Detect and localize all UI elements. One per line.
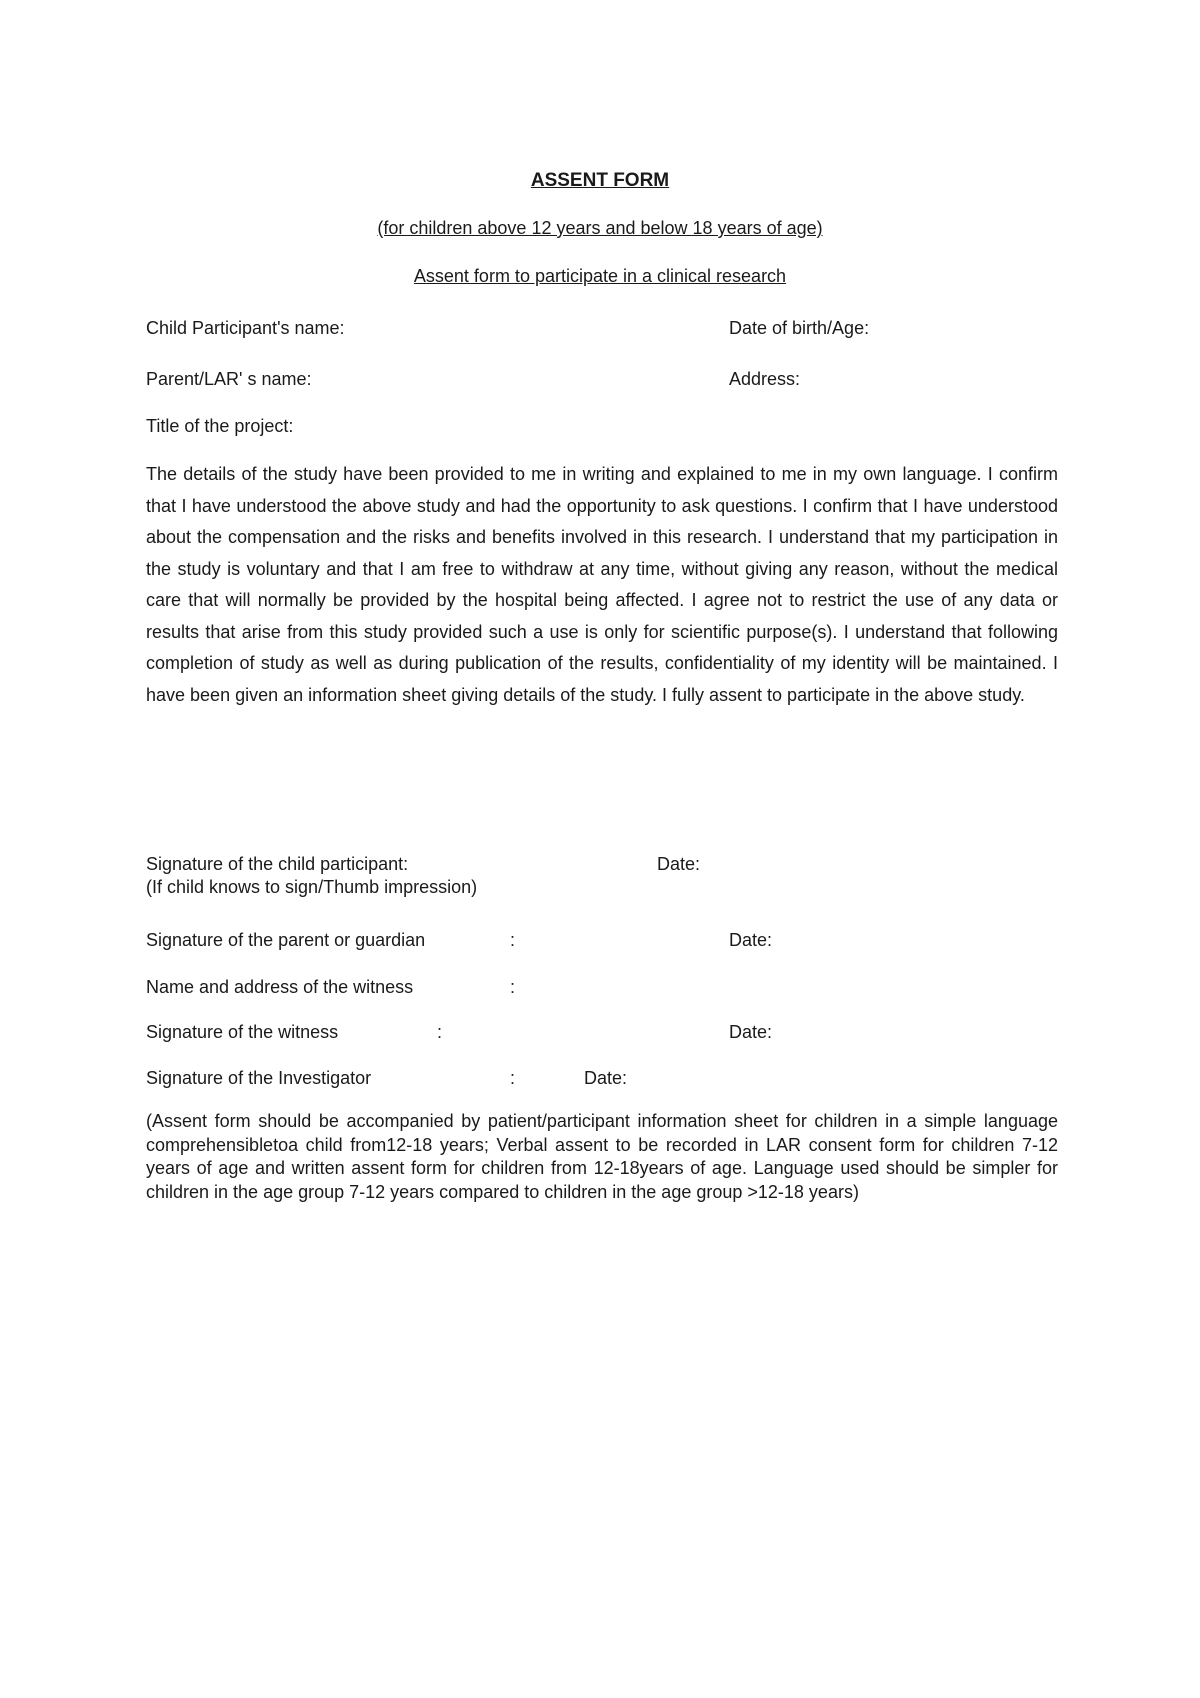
investigator-signature-date: Date: [584, 1068, 628, 1088]
child-name-label: Child Participant's name: [146, 318, 345, 338]
child-signature-label: Signature of the child participant: [146, 854, 409, 874]
assent-note: (Assent form should be accompanied by patient/participant information sheet for children in a simple language comprehensibletoa child from12-18 years; Verbal assent to be recorded in LAR consent form for children 7-12 years of age and written assent form for children from 12-18years of age. Language used should be simpler for children in the age group 7-12 years compared to children in the age group >12-18 years) [146, 1111, 1058, 1202]
address-label: Address: [729, 369, 801, 389]
witness-signature-label: Signature of the witness [146, 1022, 339, 1042]
child-signature-note: (If child knows to sign/Thumb impression) [146, 877, 478, 897]
dob-label: Date of birth/Age: [729, 318, 870, 338]
form-subtitle: (for children above 12 years and below 18 years of age) [377, 218, 823, 238]
parent-signature-colon: : [510, 930, 516, 950]
witness-signature-date: Date: [729, 1022, 773, 1042]
witness-signature-colon: : [437, 1022, 443, 1042]
form-title: ASSENT FORM [530, 170, 670, 191]
witness-name-colon: : [510, 977, 516, 997]
project-title-label: Title of the project: [146, 416, 294, 436]
assent-statement: The details of the study have been provided to me in writing and explained to me in my own language. I confirm that I have understood the above study and had the opportunity to ask questions. I confirm that I have understood about the compensation and the risks and benefits involved in this research. I understand that my participation in the study is voluntary and that I am free to withdraw at any time, without giving any reason, without the medical care that will normally be provided by the hospital being affected. I agree not to restrict the use of any data or results that arise from this study provided such a use is only for scientific purpose(s). I understand that following completion of study as well as during publication of the results, confidentiality of my identity will be maintained. I have been given an information sheet giving details of the study. I fully assent to participate in the above study. [146, 464, 1058, 705]
investigator-signature-label: Signature of the Investigator [146, 1068, 372, 1088]
parent-name-label: Parent/LAR' s name: [146, 369, 312, 389]
form-purpose: Assent form to participate in a clinical research [413, 266, 787, 286]
witness-name-label: Name and address of the witness [146, 977, 414, 997]
investigator-signature-colon: : [510, 1068, 516, 1088]
parent-signature-label: Signature of the parent or guardian [146, 930, 426, 950]
child-signature-date: Date: [657, 854, 701, 874]
parent-signature-date: Date: [729, 930, 773, 950]
